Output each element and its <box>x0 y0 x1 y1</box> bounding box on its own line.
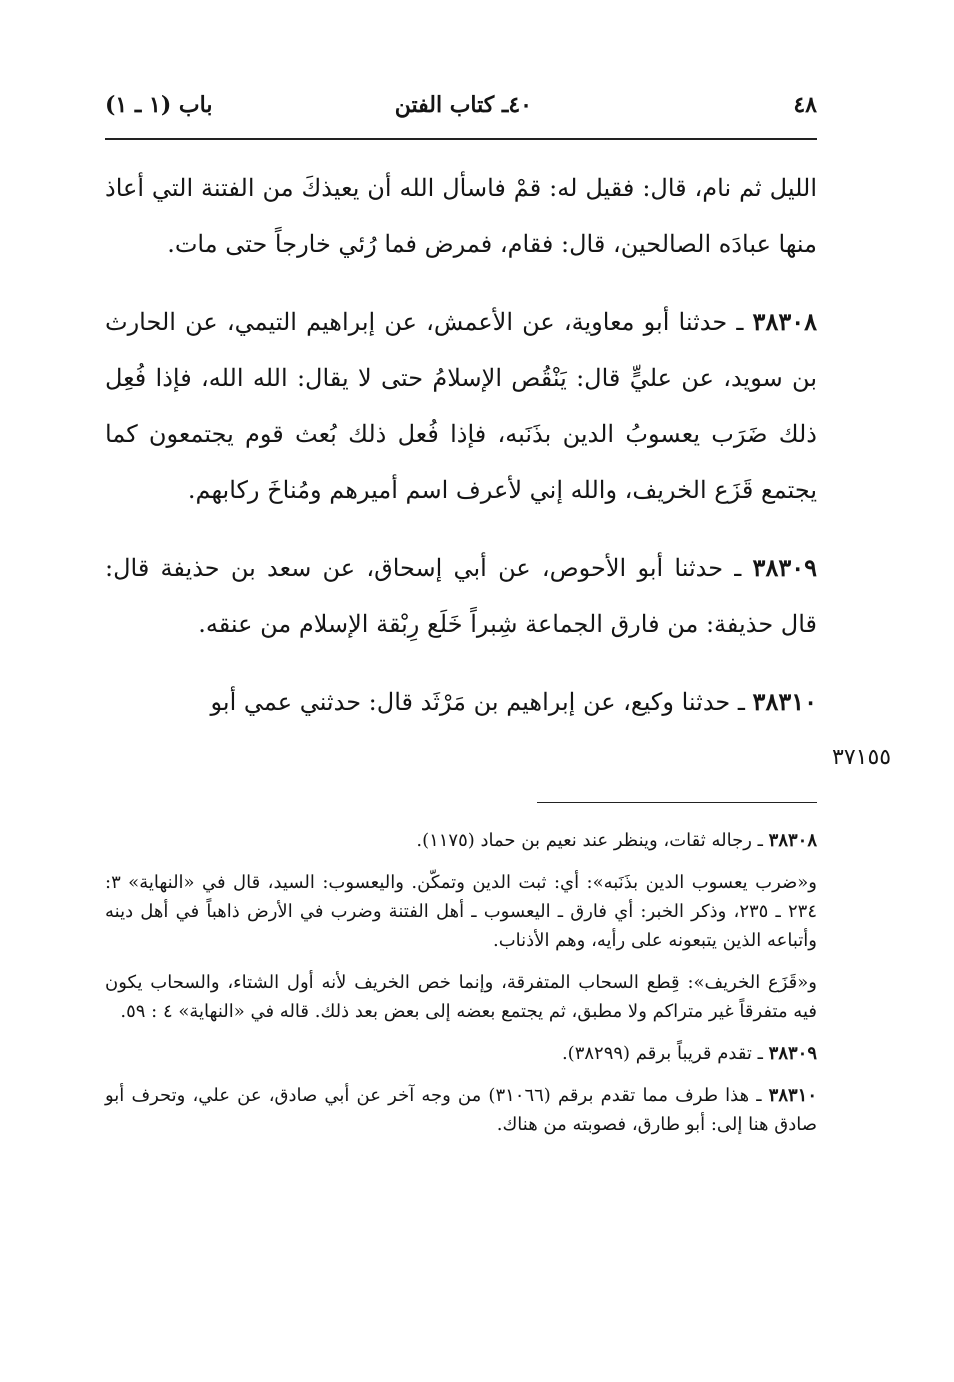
header-divider <box>105 138 817 140</box>
footnote-38309 <box>105 1039 817 1068</box>
footnote-number: ٣٨٣١٠ <box>768 1085 817 1106</box>
hadith-number: ٣٨٣١٠ <box>752 687 817 716</box>
footnote-text: ـ رجاله ثقات، وينظر عند نعيم بن حماد (١١٧٥). <box>416 830 769 851</box>
hadith-text: ـ حدثنا أبو الأحوص، عن أبي إسحاق، عن سعد بن حذيفة قال: قال حذيفة: من فارق الجماعة شِبراً خَلَع رِبْقة الإسلام من عنقه. <box>105 554 817 638</box>
footnote-38308 <box>105 826 817 855</box>
hadith-number: ٣٨٣٠٩ <box>752 553 817 582</box>
margin-reference-number: ٣٧١٥٥ <box>832 745 892 770</box>
hadith-38309 <box>105 540 817 652</box>
chapter-label: باب (١ ـ ١) <box>105 92 213 118</box>
footnote-yasub: و«ضرب يعسوب الدين بذَنَبه»: أي: ثبت الدين وتمكّن. واليعسوب: السيد، قال في «النهاية» ٣: ٢٣٤ ـ ٢٣٥، وذكر الخبر: أي فارق ـ اليعسوب ـ أهل الفتنة وضرب في الأرض ذاهباً في أهل دينه وأتباعه الذين يتبعونه على رأيه، وهم الأذناب. <box>105 872 818 951</box>
footnote-38310 <box>105 1081 817 1139</box>
footnotes <box>105 826 817 1139</box>
hadith-text: ـ حدثنا أبو معاوية، عن الأعمش، عن إبراهيم التيمي، عن الحارث بن سويد، عن عليٍّ قال: يَنْقُص الإسلامُ حتى لا يقال: الله الله، فإذا فُعِل ذلك ضَرَب يعسوبُ الدين بذَنَبه، فإذا فُعل ذلك بُعث قوم يجتمعون كما يجتمع قَزَع الخريف، والله إني لأعرف اسم أميرهم ومُناخَ ركابهم. <box>105 308 817 504</box>
footnote-number: ٣٨٣٠٩ <box>768 1043 817 1064</box>
main-text <box>105 160 817 730</box>
book-title: ٤٠ـ كتاب الفتن <box>394 92 532 118</box>
footnote-qaza: و«قَزَع الخريف»: قِطع السحاب المتفرقة، وإنما خص الخريف لأنه أول الشتاء، والسحاب يكون فيه متفرقاً غير متراكم ولا مطبق، ثم يجتمع بعضه إلى بعض بعد ذلك. قاله في «النهاية» ٤ : ٥٩. <box>105 972 817 1022</box>
page-header <box>105 92 817 126</box>
footnote-number: ٣٨٣٠٨ <box>768 830 817 851</box>
continuation-paragraph: الليل ثم نام، قال: فقيل له: قمْ فاسأل الله أن يعيذكَ من الفتنة التي أعاذ منها عبادَه الصالحين، قال: فقام، فمرض فما رُئي خارجاً حتى مات. <box>105 174 817 258</box>
page-number: ٤٨ <box>793 92 817 118</box>
hadith-38308 <box>105 294 817 518</box>
hadith-text: ـ حدثنا وكيع، عن إبراهيم بن مَرْثَد قال: حدثني عمي أبو <box>210 688 753 716</box>
hadith-38310 <box>105 674 817 730</box>
footnote-text: ـ تقدم قريباً برقم (٣٨٢٩٩). <box>561 1043 769 1064</box>
footnote-divider <box>537 802 817 803</box>
footnote-text: ـ هذا طرف مما تقدم برقم (٣١٠٦٦) من وجه آخر عن أبي صادق، عن علي، وتحرف أبو صادق هنا إلى: أبو طارق، فصوبته من هناك. <box>105 1085 817 1135</box>
hadith-number: ٣٨٣٠٨ <box>752 307 817 336</box>
